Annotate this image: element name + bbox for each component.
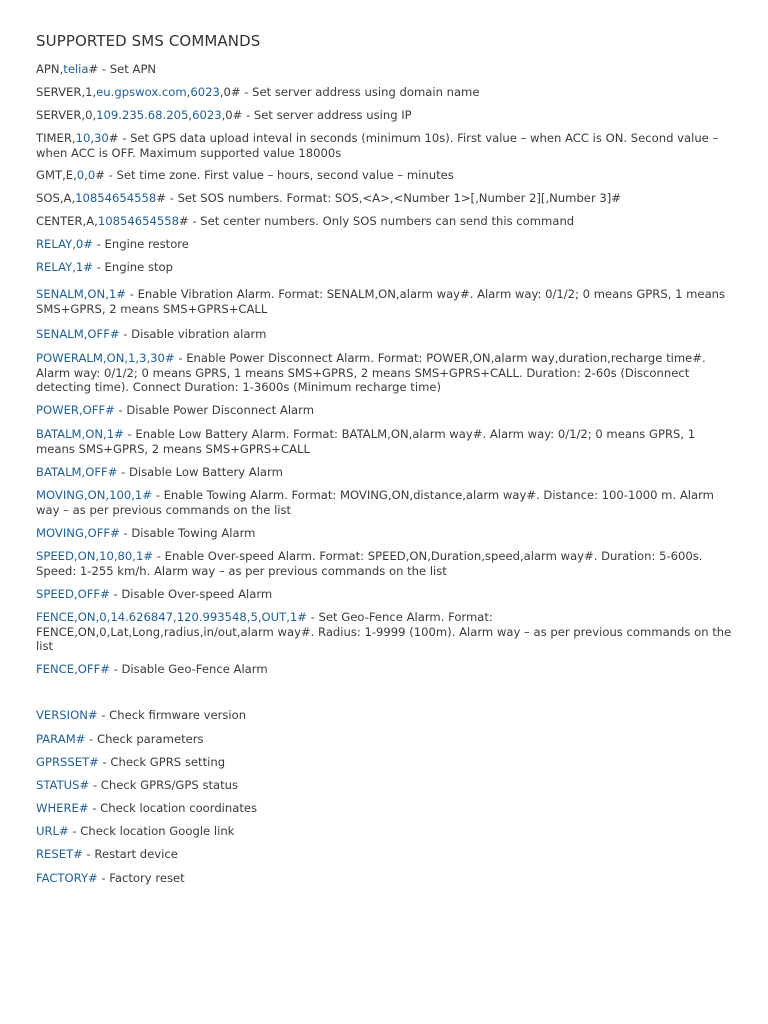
command-description: # - Set APN <box>88 62 157 76</box>
command-description: , <box>186 85 191 99</box>
command-code: FACTORY# <box>36 871 98 885</box>
command-description: GMT,E, <box>36 168 77 182</box>
command-item <box>36 427 732 456</box>
command-item <box>36 327 732 342</box>
command-description: TIMER, <box>36 131 76 145</box>
command-item <box>36 351 732 395</box>
command-item <box>36 131 732 160</box>
command-code: PARAM# <box>36 732 86 746</box>
command-code: 0 <box>87 168 96 182</box>
command-description: # - Set GPS data upload inteval in seconds (minimum 10s). First value – when ACC is ON. Second value – when ACC is OFF. Maximum supported value 18000s <box>36 131 719 160</box>
command-item <box>36 191 732 206</box>
command-description: - Engine stop <box>93 260 174 274</box>
command-description: - Enable Over-speed Alarm. Format: SPEED,ON,Duration,speed,alarm way#. Duration: 5-600s. Speed: 1-255 km/h. Alarm way – as per previous commands on the list <box>36 549 703 578</box>
command-code: 6023 <box>192 108 222 122</box>
command-description: # - Set center numbers. Only SOS numbers can send this command <box>179 214 575 228</box>
command-description: - Check location Google link <box>68 824 235 838</box>
command-code: URL# <box>36 824 69 838</box>
command-code: WHERE# <box>36 801 89 815</box>
command-description: - Check firmware version <box>97 708 247 722</box>
command-item <box>36 108 732 123</box>
command-description: ,0# - Set server address using IP <box>221 108 412 122</box>
command-item <box>36 847 732 862</box>
command-code: FENCE,ON,0,14.626847,120.993548,5,OUT,1# <box>36 610 307 624</box>
command-code: VERSION# <box>36 708 98 722</box>
command-description: - Enable Vibration Alarm. Format: SENALM,ON,alarm way#. Alarm way: 0/1/2; 0 means GPRS, 1 means SMS+GPRS, 2 means SMS+GPRS+CALL <box>36 287 726 316</box>
command-item <box>36 708 732 723</box>
command-item <box>36 587 732 602</box>
command-item <box>36 465 732 480</box>
command-code: POWERALM,ON,1,3,30# <box>36 351 175 365</box>
command-description: ,0# - Set server address using domain name <box>219 85 480 99</box>
command-code: RELAY,0# <box>36 237 93 251</box>
command-code: BATALM,OFF# <box>36 465 118 479</box>
command-code: 10 <box>75 131 91 145</box>
command-item <box>36 801 732 816</box>
command-item <box>36 610 732 654</box>
command-item <box>36 488 732 517</box>
command-item <box>36 549 732 578</box>
command-description: - Enable Low Battery Alarm. Format: BATALM,ON,alarm way#. Alarm way: 0/1/2; 0 means GPRS, 1 means SMS+GPRS, 2 means SMS+GPRS+CALL <box>36 427 696 456</box>
command-description: - Disable Low Battery Alarm <box>117 465 283 479</box>
command-description: - Disable Power Disconnect Alarm <box>114 403 315 417</box>
command-code: 6023 <box>190 85 220 99</box>
command-code: 109.235.68.205 <box>96 108 189 122</box>
command-code: GPRSSET# <box>36 755 99 769</box>
command-description: - Check parameters <box>85 732 204 746</box>
command-code: SPEED,OFF# <box>36 587 110 601</box>
command-description: - Disable Towing Alarm <box>119 526 256 540</box>
command-description: - Check GPRS/GPS status <box>89 778 239 792</box>
page-title: SUPPORTED SMS COMMANDS <box>36 32 261 50</box>
command-item <box>36 778 732 793</box>
command-item <box>36 62 732 77</box>
command-description: - Enable Power Disconnect Alarm. Format: POWER,ON,alarm way,duration,recharge time#. Alarm way: 0/1/2; 0 means GPRS, 1 means SMS+GPRS, 2 means SMS+GPRS+CALL. Duration: 2-60s (Disconnect detecting time). Connect Duration: 1-3600s (Minimum recharge time) <box>36 351 706 395</box>
command-code: BATALM,ON,1# <box>36 427 124 441</box>
command-description: , <box>90 131 95 145</box>
command-code: RESET# <box>36 847 83 861</box>
command-description: SOS,A, <box>36 191 76 205</box>
document-page <box>36 32 732 885</box>
command-description: - Set Geo-Fence Alarm. Format: FENCE,ON,0,Lat,Long,radius,in/out,alarm way#. Radius: 1-9999 (100m). Alarm way – as per previous commands on the list <box>36 610 732 654</box>
command-item <box>36 403 732 418</box>
command-description: - Disable Over-speed Alarm <box>109 587 273 601</box>
command-item <box>36 732 732 747</box>
command-code: SENALM,OFF# <box>36 327 120 341</box>
command-item <box>36 237 732 252</box>
command-item <box>36 824 732 839</box>
command-item <box>36 287 732 316</box>
command-description: - Enable Towing Alarm. Format: MOVING,ON,distance,alarm way#. Distance: 100-1000 m. Alarm way – as per previous commands on the list <box>36 488 714 517</box>
command-code: 10854654558 <box>97 214 179 228</box>
command-description: CENTER,A, <box>36 214 98 228</box>
command-description: - Check location coordinates <box>88 801 258 815</box>
command-description: - Factory reset <box>97 871 185 885</box>
command-description: APN, <box>36 62 64 76</box>
command-code: 10854654558 <box>75 191 157 205</box>
command-description: - Disable Geo-Fence Alarm <box>109 662 268 676</box>
command-code: 30 <box>94 131 109 145</box>
command-item <box>36 260 732 275</box>
command-description: # - Set time zone. First value – hours, second value – minutes <box>95 168 454 182</box>
command-description: - Check GPRS setting <box>98 755 226 769</box>
command-item <box>36 871 732 886</box>
command-item <box>36 662 732 677</box>
command-code: MOVING,ON,100,1# <box>36 488 153 502</box>
command-description: - Restart device <box>82 847 178 861</box>
command-code: SENALM,ON,1# <box>36 287 127 301</box>
command-code: STATUS# <box>36 778 90 792</box>
command-description: , <box>188 108 193 122</box>
command-code: eu.gpswox.com <box>96 85 187 99</box>
command-description: - Disable vibration alarm <box>119 327 267 341</box>
command-description: # - Set SOS numbers. Format: SOS,<A>,<Number 1>[,Number 2][,Number 3]# <box>156 191 622 205</box>
command-item <box>36 526 732 541</box>
command-code: SPEED,ON,10,80,1# <box>36 549 154 563</box>
command-item <box>36 214 732 229</box>
command-code: RELAY,1# <box>36 260 93 274</box>
command-code: telia <box>63 62 89 76</box>
command-description: - Engine restore <box>93 237 189 251</box>
command-description: SERVER,1, <box>36 85 97 99</box>
command-description: , <box>84 168 88 182</box>
command-description: SERVER,0, <box>36 108 97 122</box>
command-code: FENCE,OFF# <box>36 662 110 676</box>
command-item <box>36 168 732 183</box>
command-item <box>36 85 732 100</box>
command-code: 0 <box>76 168 85 182</box>
command-code: POWER,OFF# <box>36 403 115 417</box>
command-item <box>36 755 732 770</box>
command-code: MOVING,OFF# <box>36 526 120 540</box>
